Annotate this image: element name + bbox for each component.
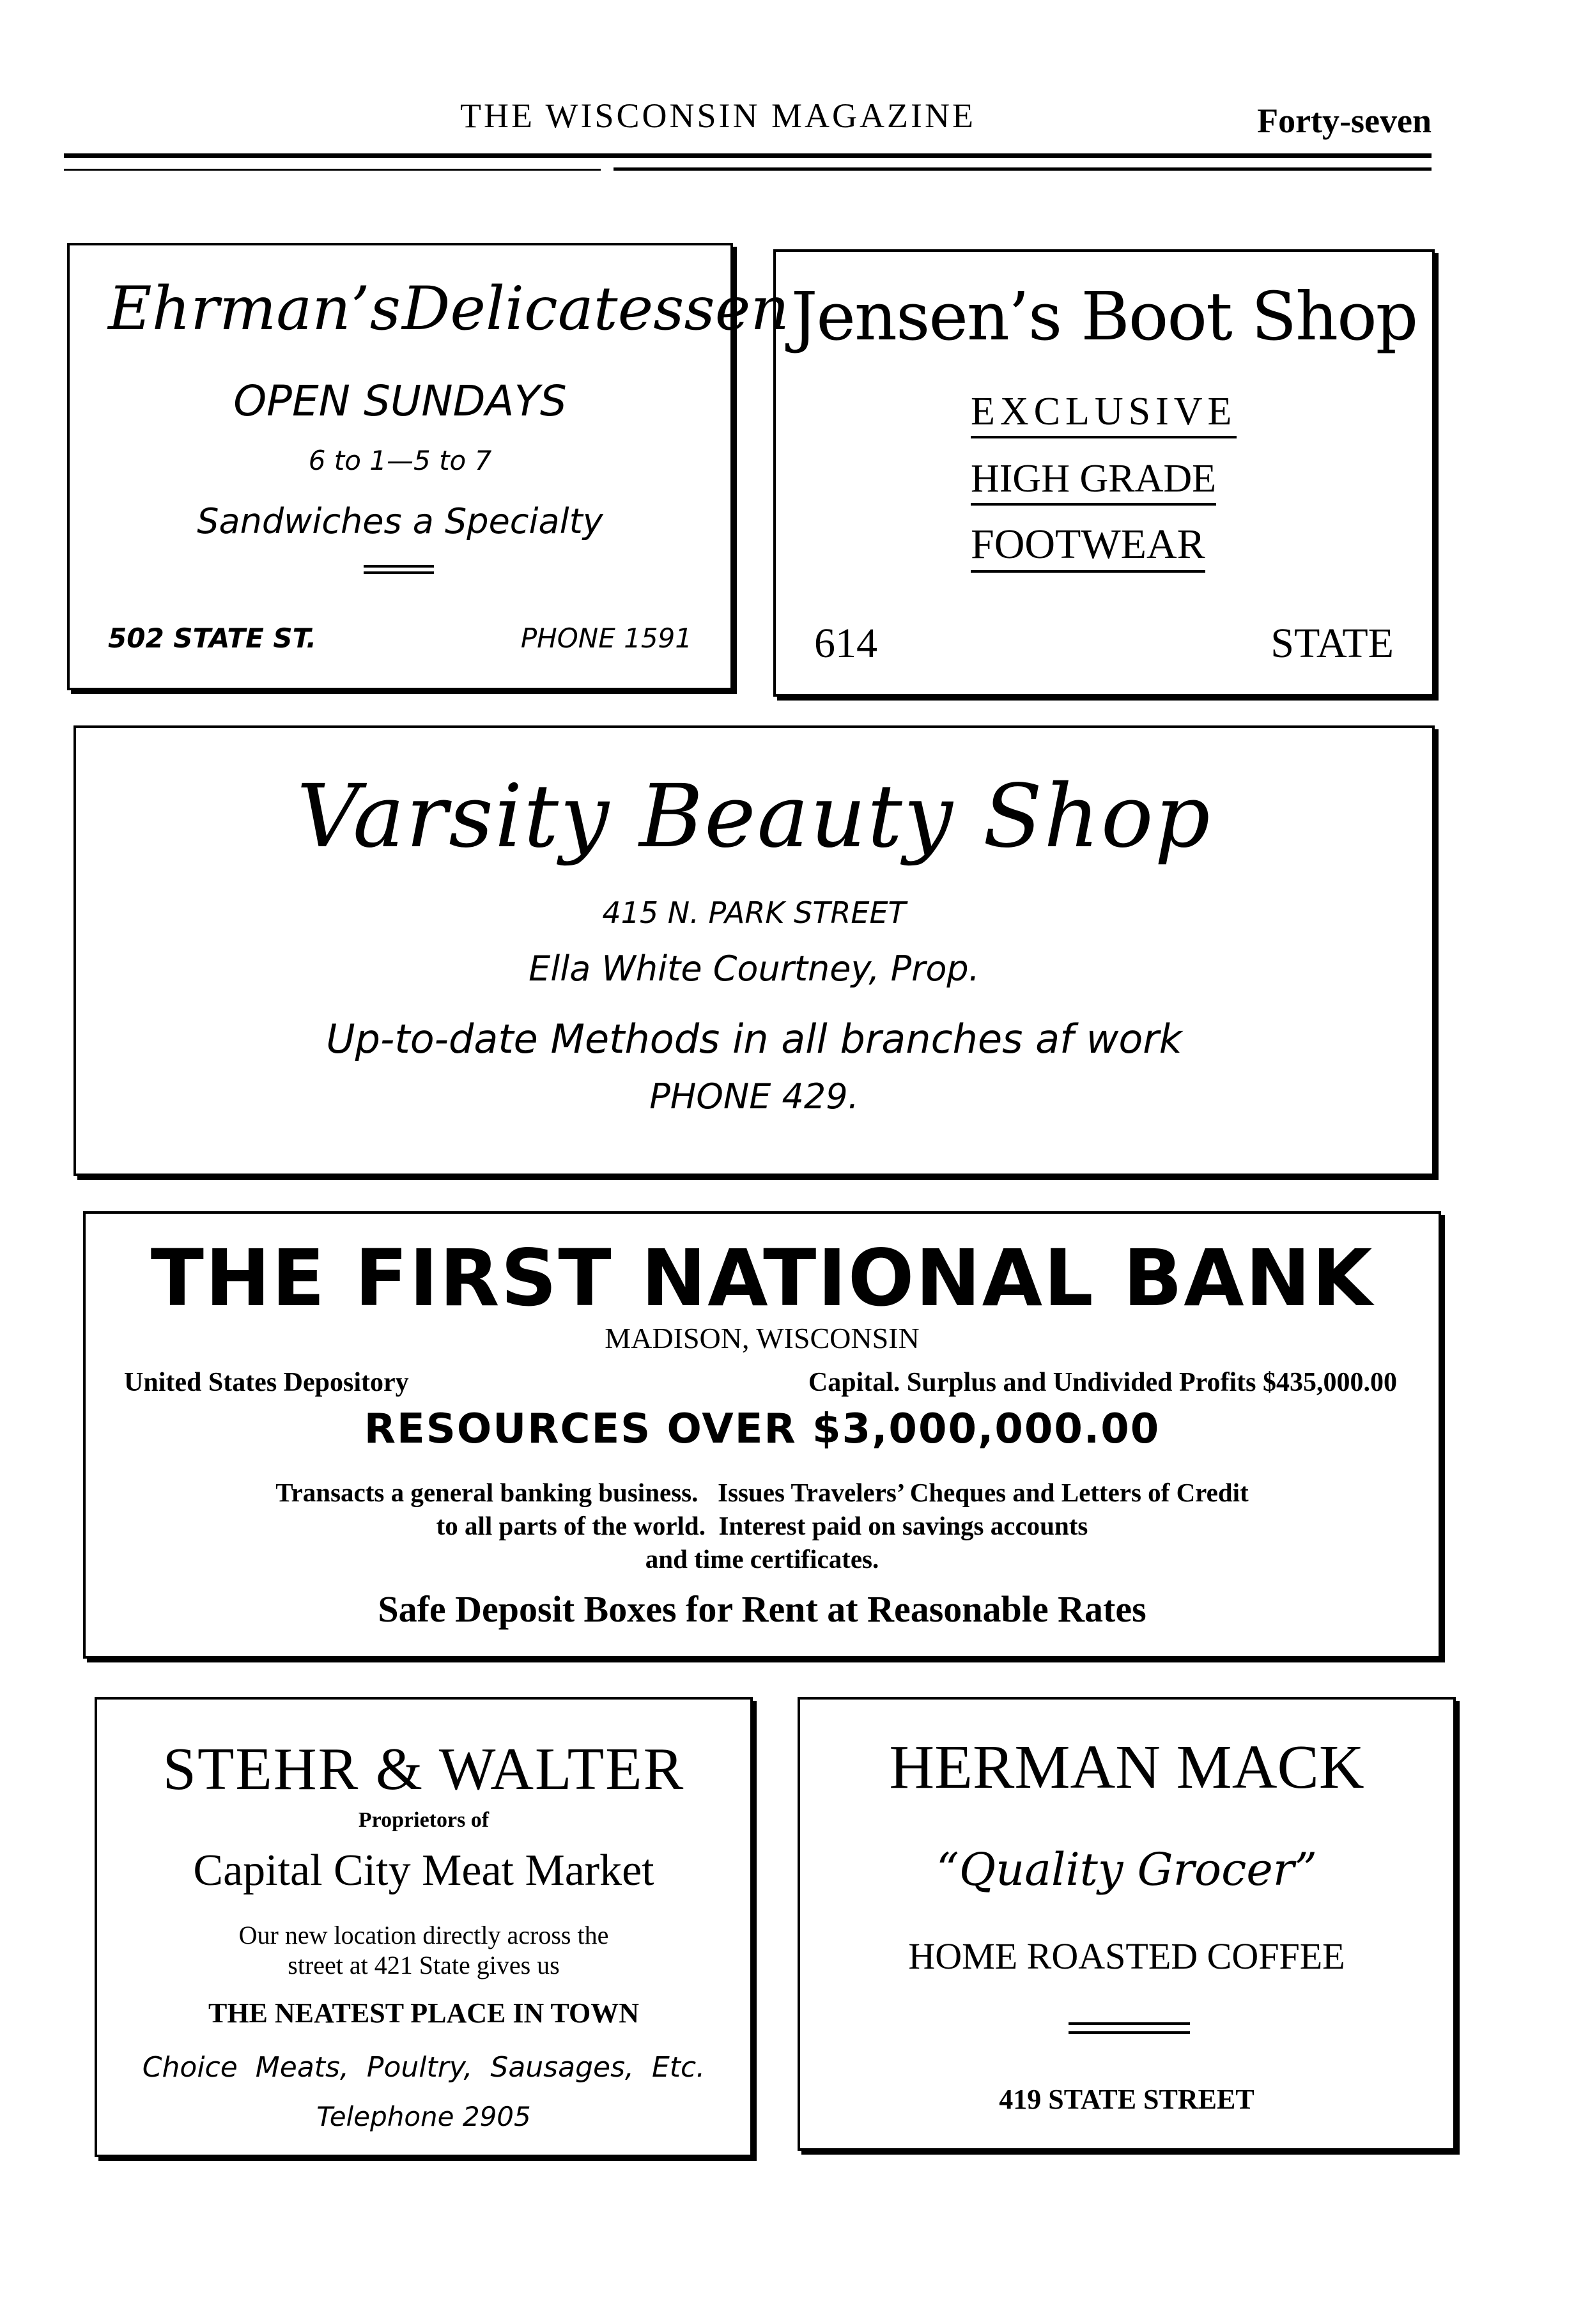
bank-safe-deposit: Safe Deposit Boxes for Rent at Reasonable Rates [378,1588,1146,1630]
stehr-name: STEHR & WALTER [162,1736,685,1802]
jensen-street: STATE [1270,620,1394,667]
ehrman-hours-title: OPEN SUNDAYS [233,376,567,426]
varsity-address: 415 N. PARK STREET [602,895,906,930]
mack-coffee: HOME ROASTED COFFEE [908,1935,1345,1977]
bank-location: MADISON, WISCONSIN [605,1322,920,1354]
jensen-line-footwear: FOOTWEAR [971,520,1205,573]
ehrman-name-second: Delicatessen [402,274,789,344]
ehrman-divider [364,565,434,574]
mack-slogan: “Quality Grocer” [936,1843,1318,1896]
header-rule-thin-left [64,169,601,171]
header-rule-thick [64,153,1432,158]
ad-varsity-beauty-shop [73,725,1435,1176]
stehr-slogan: THE NEATEST PLACE IN TOWN [208,1997,640,2029]
ad-first-national-bank [83,1211,1441,1659]
ehrman-hours: 6 to 1—5 to 7 [308,445,492,476]
varsity-phone: PHONE 429. [649,1076,859,1117]
stehr-products: Choice Meats, Poultry, Sausages, Etc. [142,2051,706,2084]
jensen-number: 614 [814,620,877,667]
ehrman-phone: PHONE 1591 [520,623,692,654]
bank-services-line3: and time certificates. [645,1544,879,1574]
bank-services-line2: to all parts of the world. Interest paid on savings accounts [436,1511,1088,1540]
bank-depository: United States Depository [124,1368,409,1397]
jensen-name: Jensen’s Boot Shop [791,277,1417,355]
bank-services-line1: Transacts a general banking business. Issues Travelers’ Cheques and Letters of Credit [275,1478,1249,1507]
bank-capital: Capital. Surplus and Undivided Profits $435,000.00 [808,1368,1397,1397]
varsity-name: Varsity Beauty Shop [297,766,1212,867]
mack-divider [1069,2022,1190,2034]
varsity-tagline: Up-to-date Methods in all branches af work [326,1016,1182,1062]
stehr-location-line2: street at 421 State gives us [288,1951,560,1979]
ad-jensens-boot-shop [773,249,1435,697]
stehr-market: Capital City Meat Market [193,1846,654,1895]
ad-ehrman-delicatessen [67,243,789,690]
ehrman-name-first: Ehrman’s [108,274,401,344]
ehrman-specialty: Sandwiches a Specialty [197,501,603,541]
bank-resources: RESOURCES OVER $3,000,000.00 [364,1406,1161,1453]
ad-herman-mack [798,1697,1456,2151]
header-rule-thin-right [614,167,1432,171]
ehrman-address: 502 STATE ST. [108,623,317,654]
bank-name: THE FIRST NATIONAL BANK [150,1233,1374,1324]
mack-name: HERMAN MACK [889,1733,1364,1802]
jensen-line-high-grade: HIGH GRADE [971,456,1216,506]
page-number: Forty-seven [1257,102,1432,140]
magazine-title: THE WISCONSIN MAGAZINE [460,97,976,135]
stehr-telephone: Telephone 2905 [316,2101,531,2132]
running-header [64,96,1432,179]
mack-address: 419 STATE STREET [999,2084,1254,2115]
stehr-proprietors: Proprietors of [358,1808,490,1832]
jensen-line-exclusive: EXCLUSIVE [971,389,1237,438]
stehr-location-line1: Our new location directly across the [238,1921,609,1949]
ad-stehr-walter [95,1697,753,2157]
varsity-proprietor: Ella White Courtney, Prop. [529,949,980,989]
